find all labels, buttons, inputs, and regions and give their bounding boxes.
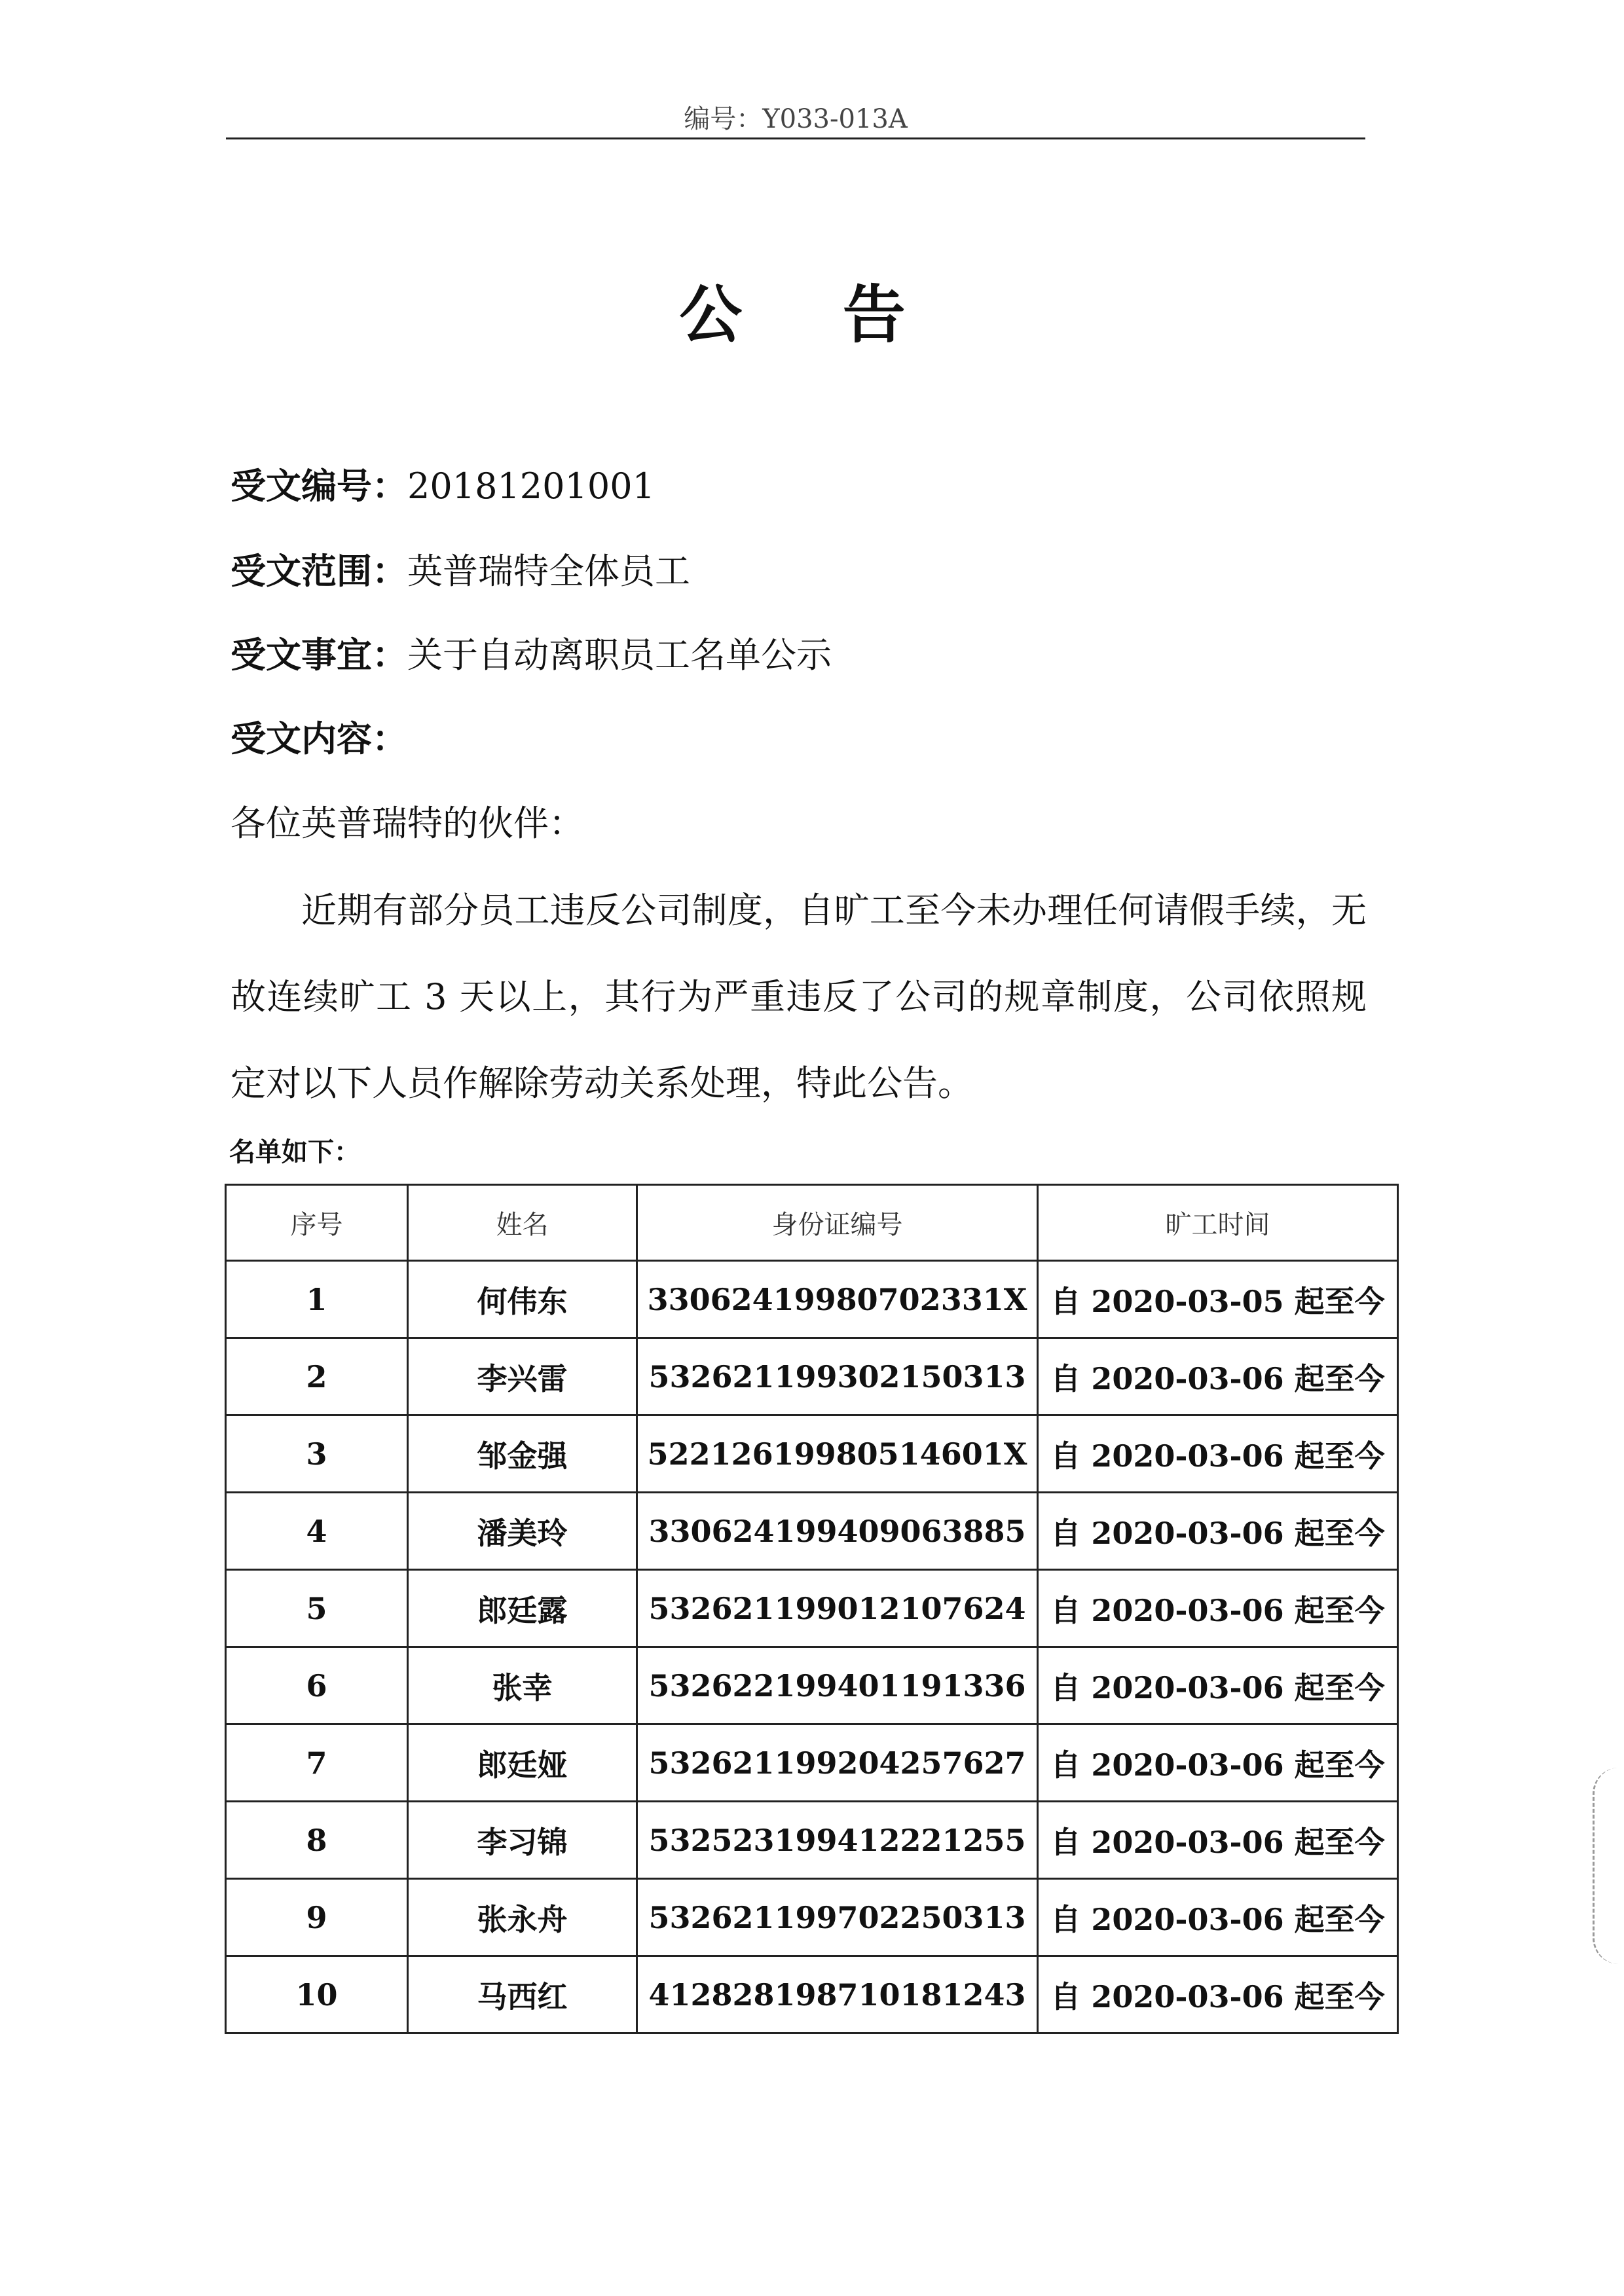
cell-name: 郎廷娅 [408,1724,637,1802]
table-row [226,1724,1398,1802]
cell-name: 张永舟 [408,1879,637,1956]
cell-index: 10 [226,1956,408,2033]
page-title: 公 告 [679,278,945,352]
table-header-row [226,1185,1398,1261]
cell-absence-period: 自 2020-03-05 起至今 [1038,1261,1398,1338]
cell-absence-period: 自 2020-03-06 起至今 [1038,1338,1398,1415]
column-header: 姓名 [408,1185,637,1261]
table-row [226,1879,1398,1956]
field-scope [231,543,690,594]
cell-name: 郎廷露 [408,1570,637,1647]
cell-absence-period: 自 2020-03-06 起至今 [1038,1493,1398,1570]
field-subject [231,627,832,678]
field-label: 受文内容： [231,718,407,759]
field-document-number [231,458,655,509]
list-intro: 名单如下： [229,1137,360,1167]
cell-absence-period: 自 2020-03-06 起至今 [1038,1879,1398,1956]
column-header: 身份证编号 [637,1185,1038,1261]
cell-id-number: 412828198710181243 [637,1956,1038,2033]
seal-stamp-edge [1593,1768,1624,1964]
cell-id-number: 532523199412221255 [637,1802,1038,1879]
table-row [226,1415,1398,1493]
cell-index: 2 [226,1338,408,1415]
cell-index: 6 [226,1647,408,1724]
cell-index: 5 [226,1570,408,1647]
cell-id-number: 33062419980702331X [637,1261,1038,1338]
table-row [226,1647,1398,1724]
cell-index: 1 [226,1261,408,1338]
field-content [231,711,407,761]
column-header: 旷工时间 [1038,1185,1398,1261]
cell-index: 9 [226,1879,408,1956]
cell-absence-period: 自 2020-03-06 起至今 [1038,1570,1398,1647]
cell-id-number: 532621199702250313 [637,1879,1038,1956]
field-label: 受文事宜： [231,634,407,676]
table-row [226,1493,1398,1570]
cell-absence-period: 自 2020-03-06 起至今 [1038,1724,1398,1802]
table-row [226,1338,1398,1415]
cell-id-number: 52212619980514601X [637,1415,1038,1493]
employee-table [225,1184,1399,2034]
table-row [226,1956,1398,2033]
column-header: 序号 [226,1185,408,1261]
table-row [226,1261,1398,1338]
field-value: 英普瑞特全体员工 [407,551,690,592]
cell-id-number: 532621199204257627 [637,1724,1038,1802]
cell-id-number: 532622199401191336 [637,1647,1038,1724]
cell-absence-period: 自 2020-03-06 起至今 [1038,1647,1398,1724]
field-value: 20181201001 [407,465,655,507]
table-row [226,1802,1398,1879]
cell-id-number: 532621199012107624 [637,1570,1038,1647]
cell-name: 潘美玲 [408,1493,637,1570]
cell-absence-period: 自 2020-03-06 起至今 [1038,1956,1398,2033]
cell-name: 李习锦 [408,1802,637,1879]
table-row [226,1570,1398,1647]
cell-index: 7 [226,1724,408,1802]
cell-index: 8 [226,1802,408,1879]
announcement-body: 近期有部分员工违反公司制度，自旷工至今未办理任何请假手续，无故连续旷工 3 天以上，其行为严重违反了公司的规章制度，公司依照规定对以下人员作解除劳动关系处理，特此公告。 [231,890,1367,1104]
cell-index: 3 [226,1415,408,1493]
document-number: 编号：Y033-013A [684,104,908,134]
salutation: 各位英普瑞特的伙伴： [231,803,584,844]
cell-name: 张幸 [408,1647,637,1724]
cell-absence-period: 自 2020-03-06 起至今 [1038,1802,1398,1879]
cell-name: 李兴雷 [408,1338,637,1415]
cell-absence-period: 自 2020-03-06 起至今 [1038,1415,1398,1493]
cell-id-number: 330624199409063885 [637,1493,1038,1570]
cell-id-number: 532621199302150313 [637,1338,1038,1415]
cell-name: 马西红 [408,1956,637,2033]
cell-name: 邹金强 [408,1415,637,1493]
field-value: 关于自动离职员工名单公示 [407,634,832,676]
cell-index: 4 [226,1493,408,1570]
field-label: 受文编号： [231,465,407,507]
cell-name: 何伟东 [408,1261,637,1338]
field-label: 受文范围： [231,551,407,592]
header-divider [226,137,1365,139]
